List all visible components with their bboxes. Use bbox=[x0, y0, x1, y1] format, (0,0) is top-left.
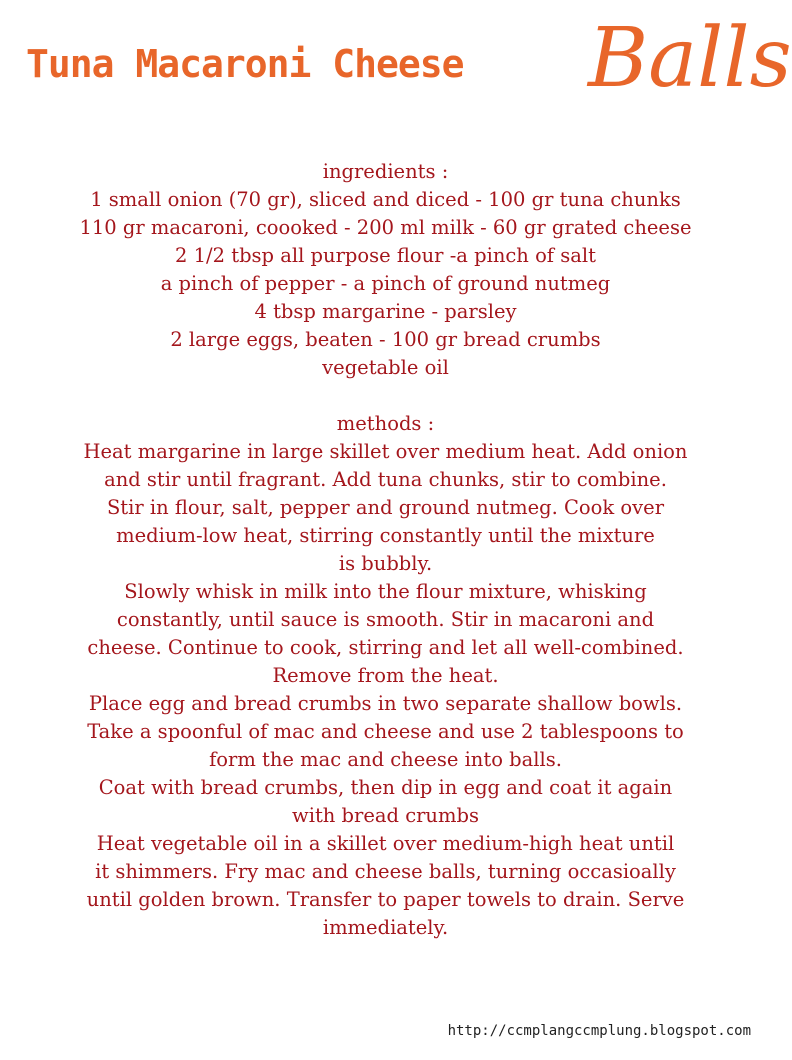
ingredient-line: 4 tbsp margarine - parsley bbox=[254, 300, 517, 323]
method-line: Heat vegetable oil in a skillet over medium-high heat until bbox=[96, 832, 675, 855]
recipe-title bbox=[0, 0, 792, 130]
method-line: medium-low heat, stirring constantly until the mixture bbox=[116, 524, 655, 547]
method-line: until golden brown. Transfer to paper towels to drain. Serve bbox=[86, 888, 685, 911]
ingredients-heading: ingredients : bbox=[322, 160, 449, 183]
method-line: Coat with bread crumbs, then dip in egg and coat it again bbox=[98, 776, 673, 799]
ingredient-line: a pinch of pepper - a pinch of ground nutmeg bbox=[160, 272, 611, 295]
ingredients-list bbox=[20, 186, 751, 382]
method-line: Remove from the heat. bbox=[272, 664, 499, 687]
title-script-text: Balls bbox=[588, 11, 792, 106]
method-line: Place egg and bread crumbs in two separate shallow bowls. bbox=[88, 692, 683, 715]
ingredient-line: 2 large eggs, beaten - 100 gr bread crumbs bbox=[170, 328, 601, 351]
methods-heading: methods : bbox=[336, 412, 435, 435]
section-spacer bbox=[20, 382, 751, 410]
ingredient-line: vegetable oil bbox=[322, 356, 449, 379]
method-line: cheese. Continue to cook, stirring and let all well-combined. bbox=[87, 636, 684, 659]
method-line: it shimmers. Fry mac and cheese balls, turning occasioally bbox=[95, 860, 676, 883]
method-line: Stir in flour, salt, pepper and ground nutmeg. Cook over bbox=[106, 496, 665, 519]
method-line: Slowly whisk in milk into the flour mixture, whisking bbox=[124, 580, 647, 603]
ingredient-line: 2 1/2 tbsp all purpose flour -a pinch of salt bbox=[175, 244, 596, 267]
method-line: constantly, until sauce is smooth. Stir in macaroni and bbox=[116, 608, 655, 631]
method-line: is bubbly. bbox=[338, 552, 433, 575]
method-line: immediately. bbox=[322, 916, 449, 939]
ingredient-line: 110 gr macaroni, coooked - 200 ml milk - 60 gr grated cheese bbox=[79, 216, 692, 239]
recipe-body bbox=[20, 158, 751, 942]
method-line: with bread crumbs bbox=[292, 804, 479, 827]
title-main-text: Tuna Macaroni Cheese bbox=[26, 42, 464, 86]
method-line: and stir until fragrant. Add tuna chunks, stir to combine. bbox=[104, 468, 667, 491]
ingredient-line: 1 small onion (70 gr), sliced and diced - 100 gr tuna chunks bbox=[90, 188, 681, 211]
method-line: form the mac and cheese into balls. bbox=[209, 748, 562, 771]
methods-list bbox=[20, 438, 751, 942]
method-line: Take a spoonful of mac and cheese and use 2 tablespoons to bbox=[87, 720, 684, 743]
footer-url: http://ccmplangccmplung.blogspot.com bbox=[447, 1023, 751, 1039]
method-line: Heat margarine in large skillet over medium heat. Add onion bbox=[83, 440, 688, 463]
